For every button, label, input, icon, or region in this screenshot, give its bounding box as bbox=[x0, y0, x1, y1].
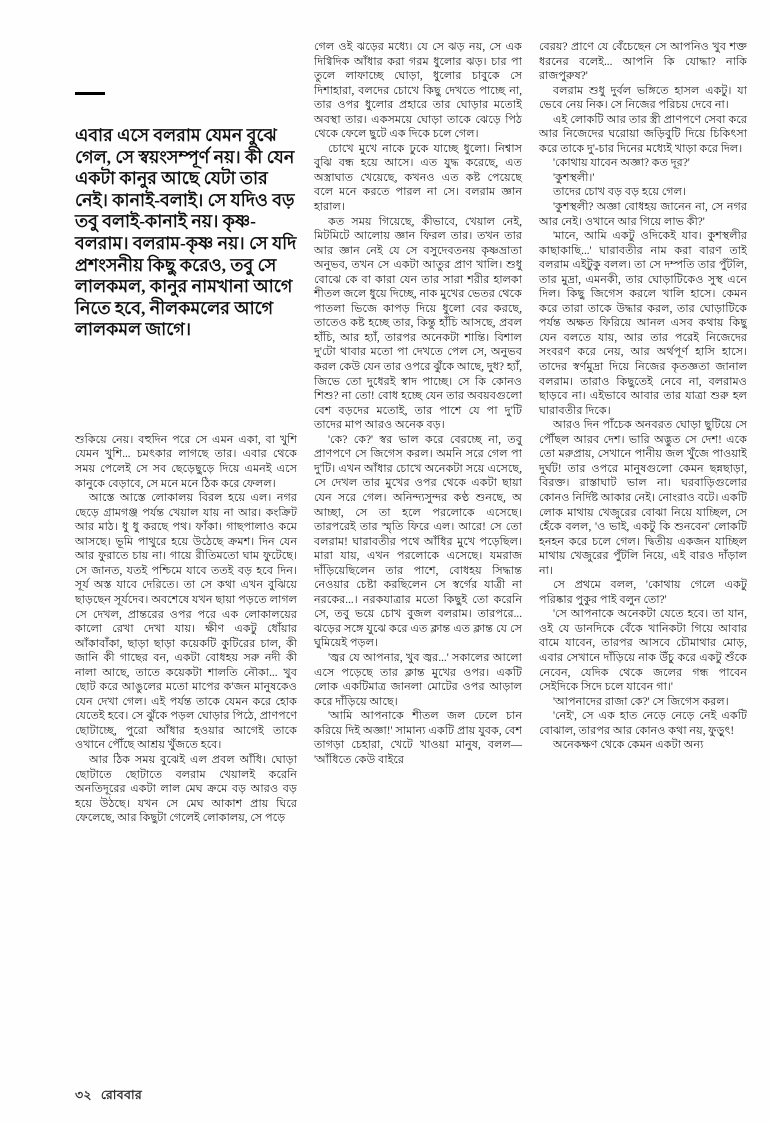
paragraph: সে প্রথমে বলল, 'কোথায় গেলে একটু পরিষ্কার পুকুর পাই বলুন তো?' bbox=[539, 579, 747, 606]
paragraph: 'আমি আপনাকে শীতল জল ঢেলে চান করিয়ে দিই অজ্ঞা!' সামান্য একটি প্রায় যুবক, বেশ তাগড়া চেহারা, খেটে খাওয়া মানুষ, বলল— 'আঁধিতে কেউ বাইরে bbox=[314, 710, 522, 766]
paragraph: এই লোকটি আর তার স্ত্রী প্রাণপণে সেবা করে আর নিজেদের ঘরোয়া জড়িবুটি দিয়ে চিকিৎসা করে তাকে দু'-চার দিনের মধ্যেই খাড়া করে দিল। bbox=[539, 113, 747, 155]
section-rule bbox=[75, 92, 105, 95]
right-column bbox=[539, 40, 747, 826]
left-column bbox=[75, 40, 297, 826]
paragraph: 'মানে, আমি একটু ওদিকেই যাব। কুশস্থলীর কাছাকাছি...' ঘারাবতীর নাম করা বারণ তাই বলরাম এইটুকু বলল। তা সে দম্পতি তার পুঁটলি, তার মুদ্রা, এমনকী, তার ঘোড়াটিকেও সুস্থ এনে দিল। কিছু জিগেস করলে খালি হাসে। কেমন করে তারা তাকে উদ্ধার করল, তার ঘোড়াটিকে পর্যন্ত অক্ষত ফিরিয়ে আনল এসব কথায় কিছু যেন বলতে যায়, আর তার পরেই নিজেদের সংবরণ করে নেয়, আর অর্থপূর্ণ হাসি হাসে। তাদের স্বর্ণমুদ্রা দিয়ে নিজের কৃতজ্ঞতা জানাল বলরাম। তারাও কিছুতেই নেবে না, বলরামও ছাড়বে না। এইভাবে আবার তার যাত্রা শুরু হল ঘারাবতীর দিকে। bbox=[539, 230, 747, 417]
paragraph: আস্তে আস্তে লোকালয় বিরল হয়ে এল। নগর ছেড়ে গ্রামগঞ্জ পর্যন্ত খেয়াল যায় না আর। কংক্রিট আর মাঠ। ধু ধু করছে পথ। ফাঁকা। গাছপালাও কমে আসছে। ভূমি পাথুরে হয়ে উঠেছে ক্রমশ। দিন যেন আর ফুরাতে চায় না। গায়ে রীতিমতো ঘাম ফুটেছে। সে জানত, যতই পশ্চিমে যাবে ততই বড় হবে দিন। সূর্য অস্ত যাবে দেরিতে। তা সে কথা এখন বুঝিয়ে ছাড়ছেন সূর্যদেব। অবশেষে যখন ছায়া পড়তে লাগল সে দেখল, প্রান্তরের ওপর পরে এক লোকালয়ের কালো রেখা দেখা যায়। ক্ষীণ একটু ধোঁয়ার আঁকাবাঁকা, ছাড়া ছাড়া কয়েকটি কুটিরের চাল, কী জানি কী গাছের বন, একটা বোধহয় সরু নদী কী নালা আছে, তাতে কয়েকটা শালতি নৌকা... খুব ছোট করে আঙুলের মতো মাপের ক'জন মানুষকেও যেন দেখা গেল। এই পর্যন্ত তাকে যেমন করে হোক যেতেই হবে। সে ঝুঁকে পড়ল ঘোড়ার পিঠে, প্রাণপণে ছোটাচ্ছে, পুরো আঁধার হওয়ার আগেই তাকে ওখানে পৌঁছে আশ্রয় খুঁজতে হবে। bbox=[75, 492, 297, 752]
paragraph: অনেকক্ষণ থেকে কেমন একটা অন্য bbox=[553, 739, 704, 752]
page-number: ৩২ bbox=[75, 1088, 92, 1102]
paragraph: চোখে মুখে নাকে ঢুকে যাচ্ছে ধুলো। নিশ্বাস বুঝি বন্ধ হয়ে আসে। এত যুদ্ধ করেছে, এত অস্ত্রাঘাত খেয়েছে, কখনও এত কষ্ট পেয়েছে বলে মনে করতে পারল না সে। বলরাম জ্ঞান হারাল। bbox=[314, 142, 522, 214]
paragraph: বলরাম শুধু দুর্বল ভঙ্গিতে হাসল একটু। যা ভেবে নেয় নিক। সে নিজের পরিচয় দেবে না। bbox=[539, 84, 747, 112]
paragraph: কত সময় গিয়েছে, কীভাবে, খেয়াল নেই, মিটমিটে আলোয় জ্ঞান ফিরল তার। তখন তার আর জ্ঞান নেই যে সে বসুদেবতনয় কৃষ্ণভ্রাতা অনুভব, তখন সে একটা আতুর প্রাণ খালি। শুধু বোঝে কে বা কারা যেন তার সারা শরীর হালকা শীতল জলে ধুয়ে দিচ্ছে, নাক মুখের ভেতর থেকে পাতলা ভিজে কাপড় দিয়ে ধুলো বের করছে, তাতেও কষ্ট হচ্ছে তার, কিন্তু হাঁচি আসছে, প্রবল হাঁচি, আর হ্যাঁ, তারপর অনেকটা শান্তি। বিশাল দু'টো থাবার মতো পা দেখতে পেল সে, অনুভব করল কেউ যেন তার ওপরে ঝুঁকে আছে, দুধ? হ্যাঁ, জিভে তো দুধেরই স্বাদ পাচ্ছে। সে কি কোনও শিশু? না তো! বোধ হচ্ছে যেন তার অবয়বগুলো বেশ বড়দের মতোই, তার পাশে যে পা দু'টি তাদের মাপ আরও অনেক বড়। bbox=[314, 215, 522, 432]
magazine-name: রোববার bbox=[100, 1088, 143, 1102]
paragraph: তাদের চোখ বড় বড় হয়ে গেল। bbox=[553, 186, 686, 199]
paragraph: শুকিয়ে নেয়। বহুদিন পরে সে এমন একা, বা খুশি যেমন খুশি... চমৎকার লাগছে তার। এবার থেকে সময় পেলেই সে সব ছেড়েছুড়ে দিয়ে এমনই এসে কানুকে বেড়াবে, সে মনে মনে ঠিক করে ফেলল। bbox=[75, 433, 297, 490]
page-footer bbox=[75, 1087, 142, 1107]
paragraph: 'কোথায় যাবেন অজ্ঞা? কত দূর?' bbox=[553, 157, 690, 170]
paragraph: 'নেই', সে এক হাত নেড়ে নেড়ে নেই একটি বোঝাল, তারপর আর কোনও কথা নয়, ফুড়ুৎ! bbox=[539, 710, 747, 737]
paragraph: আর ঠিক সময় বুঝেই এল প্রবল আঁধি। ঘোড়া ছোটাতে ছোটাতে বলরাম খেয়ালই করেনি অনতিদূরের একটা লাল মেঘ ক্রমে বড় আরও বড় হয়ে উঠছে। যখন সে মেঘ আকাশ প্রায় ঘিরে ফেলেছে, আর কিছুটা গেলেই লোকালয়, সে পড়ে bbox=[75, 753, 297, 825]
paragraph: 'কুশস্থলী।' bbox=[553, 171, 595, 184]
middle-column bbox=[314, 40, 522, 826]
pull-quote: এবার এসে বলরাম যেমন বুঝে গেল, সে স্বয়ংসম্পূর্ণ নয়। কী যেন একটা কানুর আছে যেটা তার নেই। কানাই-বলাই। সে যদিও বড় তবু বলাই-কানাই নয়। কৃষ্ণ-বলরাম। বলরাম-কৃষ্ণ নয়। সে যদি প্রশংসনীয় কিছু করেও, তবু সে লালকমল, কানুর নামখানা আগে নিতে হবে, নীলকমলের আগে লালকমল জাগে। bbox=[75, 125, 297, 340]
paragraph: বেরয়? প্রাণে যে বেঁচেছেন সে আপনিও খুব শক্ত ধরনের বলেই... আপনি কি যোদ্ধা? নাকি রাজপুরুষ?' bbox=[539, 41, 747, 83]
paragraph: 'জ্বর যে আপনার, খুব জ্বর...' সকালের আলো এসে পড়েছে তার ক্লান্ত মুখের ওপর। একটি লোক একটিমাত্র জানলা মোটের ওপর আড়াল করে দাঁড়িয়ে আছে। bbox=[314, 651, 522, 708]
left-column-body bbox=[75, 433, 297, 826]
paragraph: 'সে আপনাকে অনেকটা যেতে হবে। তা যান, ওই যে ডানদিকে বেঁকে খানিকটা গিয়ে আবার বামে যাবেন, তারপর আসবে চৌমাথার মোড়, এবার সেখানে দাঁড়িয়ে নাক উঁচু করে একটু শুঁকে নেবেন, যেদিক থেকে জলের গন্ধ পাবেন সেইদিকে সিদে চলে যাবেন গা।' bbox=[539, 608, 747, 694]
paragraph: গেল ওই ঝড়ের মধ্যে। যে সে ঝড় নয়, সে এক দিগ্বিদিক আঁধার করা গরম ধুলোর ঝড়। চার পা তুলে লাফাচ্ছে ঘোড়া, ধুলোর চাবুকে সে দিশাহারা, বলদের চোখে কিছু দেখতে পাচ্ছে না, তার ওপর ধুলোর প্রহারে তার ঘোড়ার মতোই অবস্থা তার। একসময়ে ঘোড়া তাকে ঝেড়ে পিঠ থেকে ফেলে ছুটে এক দিকে চলে গেল। bbox=[314, 41, 522, 141]
paragraph: 'কে? কে?' স্বর ভাল করে বেরচ্ছে না, তবু প্রাণপণে সে জিগেস করল। অমনি সরে গেল পা দু'টি। এখন আঁধার চোখে অনেকটা সয়ে এসেছে, সে দেখল তার মুখের ওপর থেকে একটা ছায়া যেন সরে গেল। অনিন্দ্যসুন্দর কণ্ঠ শুনছে, অ আচ্ছা, সে তা হলে পরলোকে এসেছে। তারপরেই তার স্মৃতি ফিরে এল। আরে! সে তো বলরাম! ঘারাবতীর পথে আঁধির মুখে পড়েছিল। মারা যায়, এখন পরলোকে এসেছে। যমরাজ দাঁড়িয়েছিলেন তার পাশে, বোধহয় সিদ্ধান্ত নেওয়ার চেষ্টা করছিলেন সে স্বর্গের যাত্রী না নরকের...। নরকযাত্রার মতো কিছুই তো করেনি সে, তবু ভয়ে চোখ বুজল বলরাম। তারপরে... ঝড়ের সঙ্গে যুঝে করে এত ক্লান্ত এত ক্লান্ত যে সে ঘুমিয়েই পড়ল। bbox=[314, 433, 522, 650]
paragraph: আরও দিন পাঁচেক অনবরত ঘোড়া ছুটিয়ে সে পৌঁছল আরব দেশ। ভারি অদ্ভুত সে দেশ! একে তো মরুপ্রায়, সেখানে পানীয় জল খুঁজে পাওয়াই দুর্ঘট! তার ওপরে মানুষগুলো কেমন ছন্নছাড়া, বিরক্ত। রাস্তাঘাট ভাল না। ঘরবাড়িগুলোর কোনও নির্দিষ্ট আকার নেই। নোংরাও বটে। একটি লোক মাথায় খেজুরের বোঝা নিয়ে যাচ্ছিল, সে হেঁকে বলল, 'ও ভাই, একটু কি শুনবেন' লোকটি হনহন করে চলে গেল। দ্বিতীয় একজন যাচ্ছিল মাথায় খেজুরের পুঁটলি নিয়ে, এই বারও দাঁড়াল না। bbox=[539, 419, 747, 577]
paragraph: 'আপনাদের রাজা কে?' সে জিগেস করল। bbox=[553, 695, 729, 708]
paragraph: 'কুশস্থলী? অজ্ঞা বোধহয় জানেন না, সে নগর আর নেই। ওখানে আর গিয়ে লাভ কী?' bbox=[539, 201, 747, 228]
